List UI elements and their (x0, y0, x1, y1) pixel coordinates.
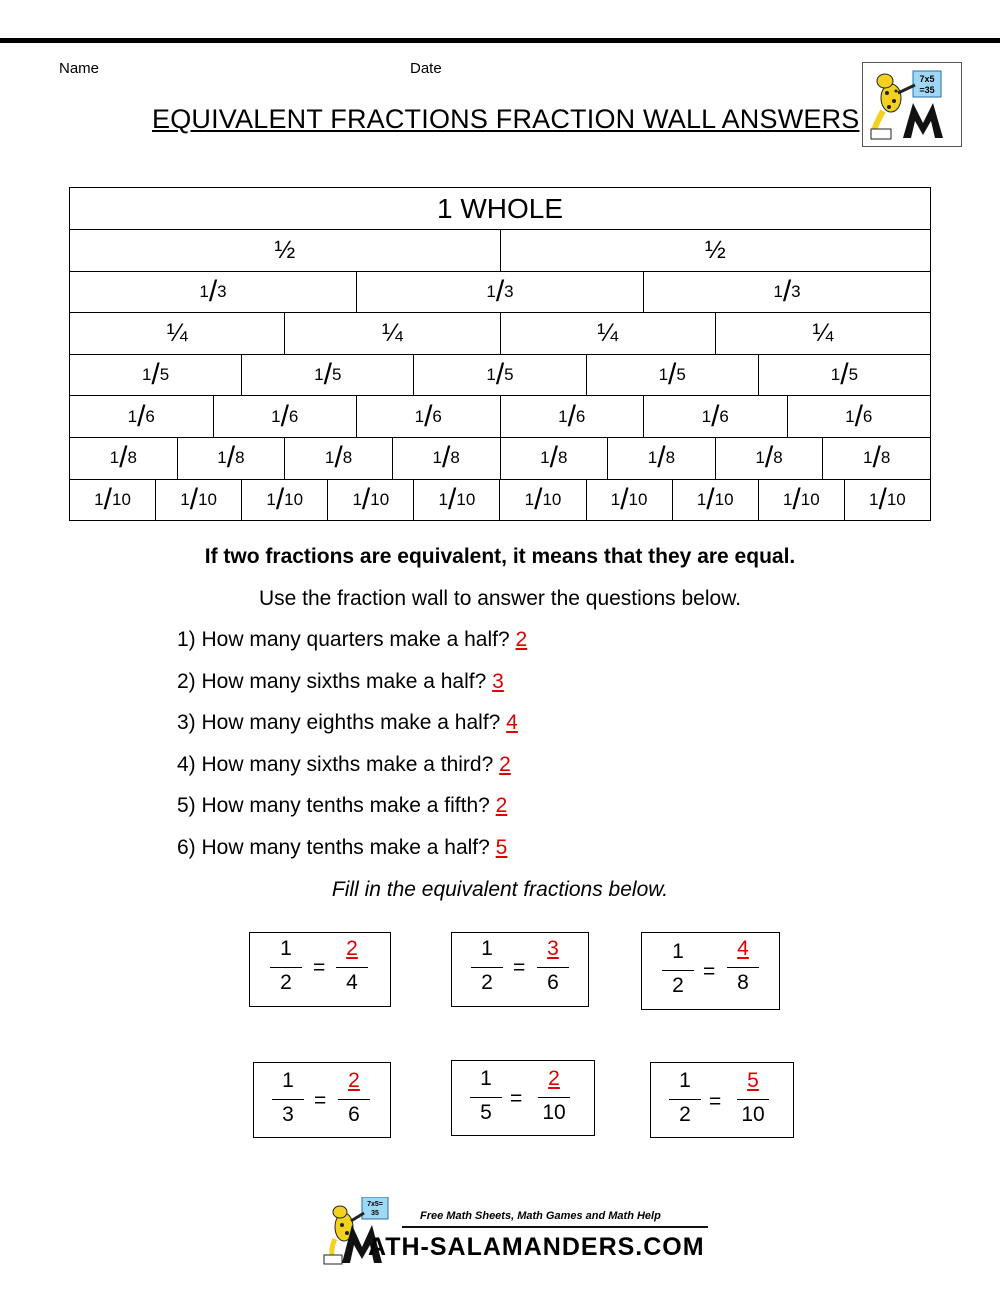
footer-brand: ATH-SALAMANDERS.COM (368, 1233, 705, 1261)
footer-tagline: Free Math Sheets, Math Games and Math Help (420, 1210, 661, 1222)
whole-cell: 1 WHOLE (436, 192, 564, 224)
third-cell: 1 / 3 (356, 272, 643, 313)
name-label: Name (59, 60, 100, 77)
wall-row-halves (70, 229, 930, 271)
tenth-cell: 1 / 10 (672, 480, 758, 521)
answer-4: 2 (499, 753, 511, 776)
fraction-wall (69, 187, 931, 521)
tenth-cell: 1 / 10 (844, 480, 930, 521)
top-rule (0, 38, 1000, 43)
tenth-cell: 1 / 10 (758, 480, 844, 521)
tenth-cell: 1 / 10 (499, 480, 585, 521)
answer-numerator-6: 5 (747, 1069, 759, 1092)
answer-numerator-5: 2 (548, 1067, 560, 1090)
tenth-cell: 1 / 10 (241, 480, 327, 521)
tenth-cell: 1 / 10 (327, 480, 413, 521)
eighth-cell: 1 / 8 (715, 438, 823, 479)
logo-board-line-1: 7x5 (919, 74, 935, 84)
tenth-cell: 1 / 10 (94, 482, 131, 516)
eighth-cell: 1 / 8 (109, 441, 137, 475)
question-5: 5) How many tenths make a fifth? 2 (177, 794, 508, 817)
question-6: 6) How many tenths make a half? 5 (177, 836, 508, 859)
eighth-cell: 1 / 8 (284, 438, 392, 479)
equivalent-box-6: 1 2 = 5 10 (650, 1062, 794, 1138)
tenth-cell: 1 / 10 (413, 480, 499, 521)
third-cell: 1 / 3 (643, 272, 930, 313)
eighth-cell: 1 / 8 (500, 438, 608, 479)
fill-instruction: Fill in the equivalent fractions below. (331, 878, 669, 901)
quarter-cell: ¼ (715, 313, 930, 354)
answer-numerator-1: 2 (346, 937, 358, 960)
answer-5: 2 (495, 794, 508, 817)
half-cell: ½ (274, 235, 296, 264)
sixth-cell: 1 / 6 (787, 396, 931, 437)
answer-numerator-2: 3 (547, 937, 559, 960)
answer-numerator-4: 2 (348, 1069, 360, 1092)
half-cell: ½ (500, 230, 931, 271)
tenth-cell: 1 / 10 (586, 480, 672, 521)
footer-board-line-1: 7x5= (367, 1201, 383, 1208)
salamander-icon (863, 63, 961, 146)
fifth-cell: 1 / 5 (141, 358, 170, 392)
sixth-cell: 1 / 6 (643, 396, 787, 437)
wall-row-whole (70, 188, 930, 229)
wall-row-quarters (70, 312, 930, 354)
sixth-cell: 1 / 6 (213, 396, 357, 437)
fifth-cell: 1 / 5 (413, 355, 585, 396)
answer-2: 3 (492, 670, 504, 693)
quarter-cell: ¼ (166, 318, 188, 347)
sixth-cell: 1 / 6 (500, 396, 644, 437)
eighth-cell: 1 / 8 (607, 438, 715, 479)
answer-6: 5 (495, 836, 508, 859)
wall-row-fifths (70, 354, 930, 396)
wall-row-eighths (70, 437, 930, 479)
quarter-cell: ¼ (500, 313, 715, 354)
third-cell: 1 / 3 (199, 274, 227, 308)
equivalence-definition: If two fractions are equivalent, it means that they are equal. (204, 545, 796, 568)
tenth-cell: 1 / 10 (155, 480, 241, 521)
fifth-cell: 1 / 5 (241, 355, 413, 396)
date-label: Date (410, 60, 442, 77)
fifth-cell: 1 / 5 (586, 355, 758, 396)
wall-row-thirds (70, 271, 930, 313)
eighth-cell: 1 / 8 (822, 438, 930, 479)
sixth-cell: 1 / 6 (127, 399, 155, 433)
equivalent-box-1: 1 2 = 2 4 (249, 932, 391, 1007)
question-3: 3) How many eighths make a half? 4 (177, 711, 518, 734)
quarter-cell: ¼ (284, 313, 499, 354)
equivalent-box-3: 1 2 = 4 8 (641, 932, 780, 1010)
question-4: 4) How many sixths make a third? 2 (177, 753, 511, 776)
fifth-cell: 1 / 5 (758, 355, 930, 396)
salamander-logo (862, 62, 962, 147)
answer-3: 4 (506, 711, 518, 734)
question-1: 1) How many quarters make a half? 2 (177, 628, 528, 651)
equivalent-box-5: 1 5 = 2 10 (451, 1060, 595, 1136)
equivalent-box-2: 1 2 = 3 6 (451, 932, 589, 1007)
question-2: 2) How many sixths make a half? 3 (177, 670, 504, 693)
wall-row-tenths (70, 479, 930, 521)
logo-board-line-2: =35 (919, 85, 935, 95)
page-title: EQUIVALENT FRACTIONS FRACTION WALL ANSWERS (152, 104, 860, 134)
footer-board-line-2: 35 (371, 1210, 379, 1217)
answer-numerator-3: 4 (737, 937, 749, 960)
eighth-cell: 1 / 8 (392, 438, 500, 479)
answer-1: 2 (515, 628, 528, 651)
equivalent-box-4: 1 3 = 2 6 (253, 1062, 391, 1138)
eighth-cell: 1 / 8 (177, 438, 285, 479)
sixth-cell: 1 / 6 (356, 396, 500, 437)
wall-instruction: Use the fraction wall to answer the questions below. (258, 587, 742, 610)
wall-row-sixths (70, 395, 930, 437)
